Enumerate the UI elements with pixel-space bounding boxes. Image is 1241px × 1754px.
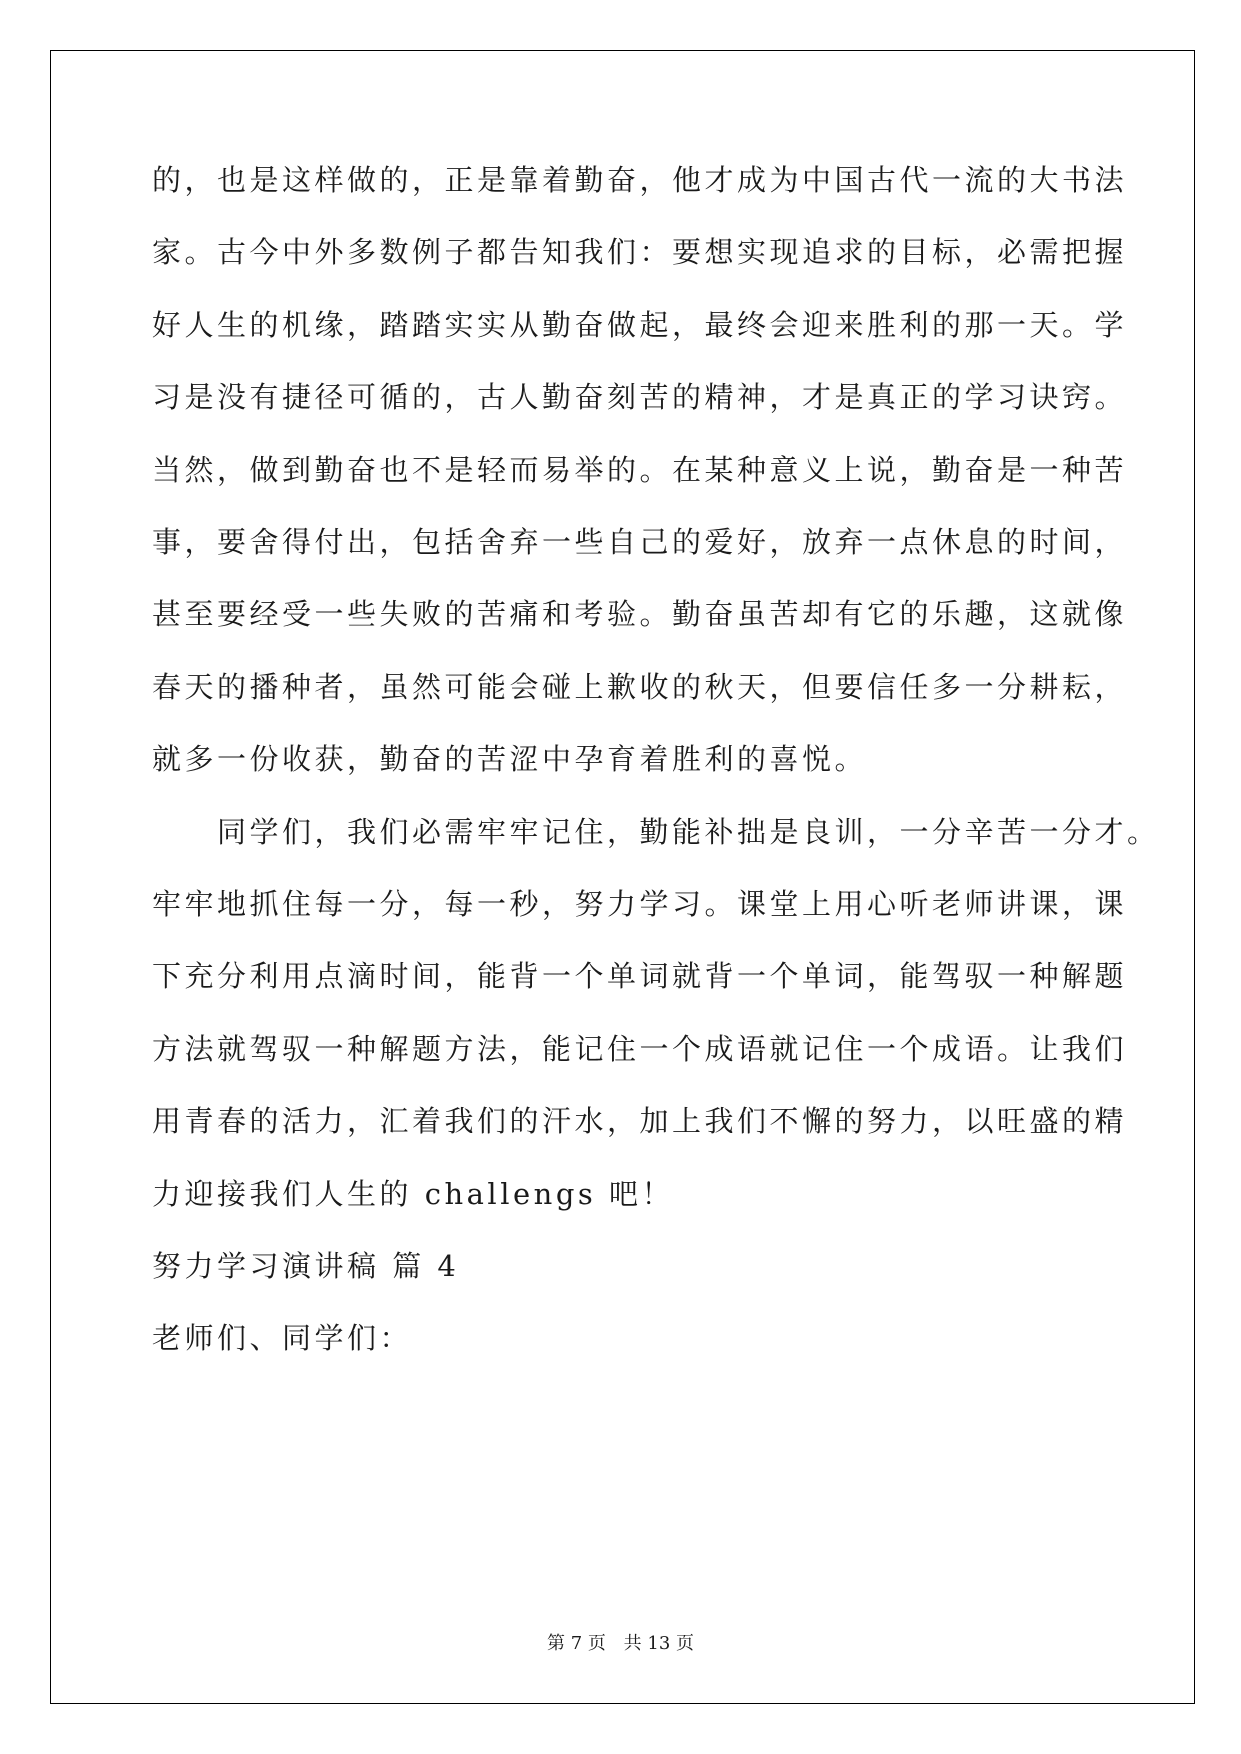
body-line: 春天的播种者，虽然可能会碰上歉收的秋天，但要信任多一分耕耘， (152, 670, 1128, 704)
body-line: 牢牢地抓住每一分，每一秒，努力学习。课堂上用心听老师讲课，课 (152, 887, 1128, 921)
body-line: 同学们，我们必需牢牢记住，勤能补拙是良训，一分辛苦一分才。 (152, 815, 1160, 849)
body-line: 的，也是这样做的，正是靠着勤奋，他才成为中国古代一流的大书法 (152, 163, 1128, 197)
page-number-total: 共 13 页 (623, 1633, 694, 1654)
body-line: 下充分利用点滴时间，能背一个单词就背一个单词，能驾驭一种解题 (152, 959, 1128, 993)
section-heading: 努力学习演讲稿 篇 4 (152, 1249, 460, 1283)
body-line: 家。古今中外多数例子都告知我们：要想实现追求的目标，必需把握 (152, 235, 1128, 269)
page-frame (50, 50, 1195, 1704)
body-line: 好人生的机缘，踏踏实实从勤奋做起，最终会迎来胜利的那一天。学 (152, 308, 1128, 342)
page-number-current: 第 7 页 (547, 1633, 606, 1654)
body-line: 方法就驾驭一种解题方法，能记住一个成语就记住一个成语。让我们 (152, 1032, 1128, 1066)
body-line: 事，要舍得付出，包括舍弃一些自己的爱好，放弃一点休息的时间， (152, 525, 1128, 559)
body-line: 力迎接我们人生的 challengs 吧！ (152, 1177, 674, 1211)
body-line: 当然，做到勤奋也不是轻而易举的。在某种意义上说，勤奋是一种苦 (152, 453, 1128, 487)
body-line: 用青春的活力，汇着我们的汗水，加上我们不懈的努力，以旺盛的精 (152, 1104, 1128, 1138)
body-line: 就多一份收获，勤奋的苦涩中孕育着胜利的喜悦。 (152, 742, 868, 776)
page-footer (0, 1632, 1241, 1656)
salutation: 老师们、同学们： (152, 1321, 413, 1355)
body-line: 习是没有捷径可循的，古人勤奋刻苦的精神，才是真正的学习诀窍。 (152, 380, 1128, 414)
body-line: 甚至要经受一些失败的苦痛和考验。勤奋虽苦却有它的乐趣，这就像 (152, 597, 1128, 631)
